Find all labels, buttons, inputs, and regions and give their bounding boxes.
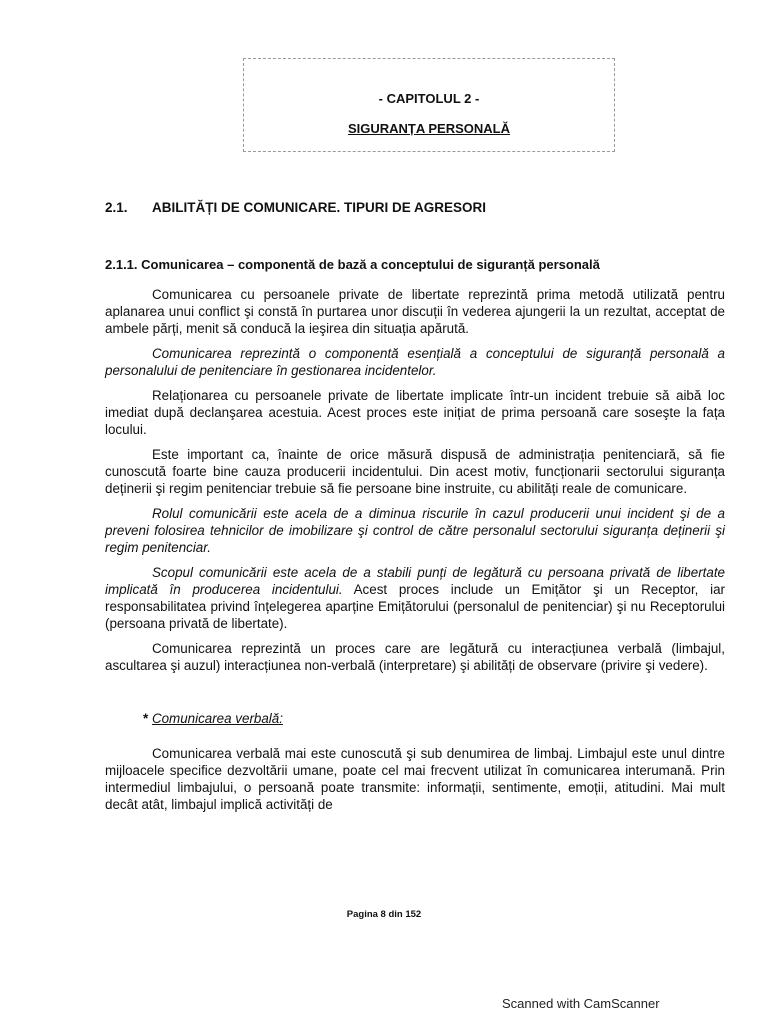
section-title: ABILITĂȚI DE COMUNICARE. TIPURI DE AGRESORI (152, 200, 487, 215)
body-text (105, 286, 725, 821)
section-heading (105, 200, 725, 215)
subsection-heading: 2.1.1. Comunicarea – componentă de bază a conceptului de siguranță personală (105, 257, 600, 272)
paragraph (105, 564, 725, 632)
scanner-watermark: Scanned with CamScanner (502, 996, 660, 1011)
section-number: 2.1. (105, 200, 128, 215)
paragraph: Relaționarea cu persoanele private de libertate implicate într-un incident trebuie să aibă loc imediat după declanşarea acestuia. Acest proces este inițiat de prima persoană care soseşte la fața locului. (105, 388, 725, 437)
paragraph: Comunicarea reprezintă un proces care are legătură cu interacțiunea verbală (limbajul, ascultarea şi auzul) interacțiunea non-verbală (interpretare) şi abilități de observare (privire şi vedere). (105, 641, 725, 673)
paragraph-italic-part: Scopul comunicării este acela de a stabili punți de legătură cu persoana privată de libertate implicată în producerea incidentului. (105, 565, 725, 597)
chapter-title: - CAPITOLUL 2 - (378, 91, 480, 106)
verbal-heading (105, 710, 725, 727)
chapter-header-box (243, 58, 615, 152)
verbal-heading-text: Comunicarea verbală: (151, 711, 283, 726)
bullet: * (143, 711, 152, 726)
paragraph: Comunicarea reprezintă o componentă esențială a conceptului de siguranță personală a personalului de penitenciare în gestionarea incidentelor. (105, 346, 725, 378)
paragraph-normal-part: Acest proces include un Emițător şi un Receptor, iar responsabilitatea privind înțelegerea aparține Emițătorului (personalul de penitenciar) şi nu Receptorului (persoana privată de libertate). (105, 582, 725, 631)
paragraph: Comunicarea verbală mai este cunoscută şi sub denumirea de limbaj. Limbajul este unul dintre mijloacele specifice dezvoltării umane, poate cel mai frecvent utilizat în comunicarea interumană. Prin intermediul limbajului, o persoană poate transmite: informații, sentimente, emoții, atitudini. Mai mult decât atât, limbajul implică activități de (105, 746, 725, 812)
paragraph: Este important ca, înainte de orice măsură dispusă de administrația penitenciară, să fie cunoscută foarte bine cauza producerii incidentului. Din acest motiv, funcționarii sectorului siguranța deținerii şi regim penitenciar trebuie să fie persoane bine instruite, cu abilități reale de comunicare. (105, 447, 725, 496)
paragraph: Rolul comunicării este acela de a diminua riscurile în cazul producerii unui incident şi de a preveni folosirea tehnicilor de imobilizare şi control de către personalul sectorului siguranța deținerii şi regim penitenciar. (105, 506, 725, 555)
paragraph: Comunicarea cu persoanele private de libertate reprezintă prima metodă utilizată pentru aplanarea unui conflict şi constă în purtarea unor discuții în vederea ajungerii la un rezultat, acceptat de ambele părți, menit să conducă la ieşirea din situația apărută. (105, 287, 725, 336)
chapter-subtitle: SIGURANȚA PERSONALĂ (347, 121, 511, 136)
page-number: Pagina 8 din 152 (346, 909, 422, 920)
